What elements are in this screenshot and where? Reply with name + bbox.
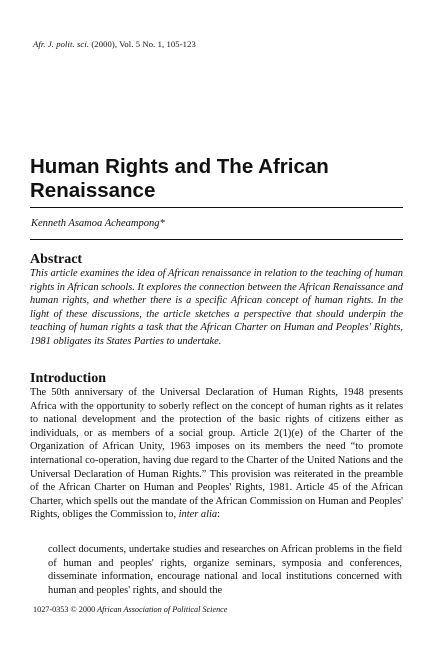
footer-copyright [33,605,227,614]
abstract-heading: Abstract [30,252,83,267]
introduction-colon: : [217,509,220,521]
block-quote: collect documents, undertake studies and researches on African problems in the field of human and peoples' rights, organize seminars, symposia and conferences, disseminate information, encourage national and local institutions concerned with human and peoples' rights, and should the [48,544,402,596]
title-rule-top [30,207,403,208]
title-rule-bottom [30,239,403,240]
introduction-italic-phrase: inter alia [178,509,218,521]
article-title: Human Rights and The African Renaissance [30,155,329,202]
author-line: Kenneth Asamoa Acheampong* [31,218,165,229]
abstract-text: This article examines the idea of African renaissance in relation to the teaching of human rights in African schools. It explores the connection between the African Renaissance and human rights, and whether there is a specific African concept of human rights. In the light of these discussions, the article sketches a perspective that should underpin the teaching of human rights a task that the African Charter on Human and Peoples' Rights, 1981 obligates its States Parties to undertake. [30,268,403,347]
introduction-text: The 50th anniversary of the Universal Declaration of Human Rights, 1948 presents Africa with the opportunity to soberly reflect on the concept of human rights as it relates to national development and the protection of the basic rights of citizens either as individuals, or as members of a social group. Article 2(1)(e) of the Charter of the Organization of African Unity, 1963 imposes on its members the need “to promote international co-operation, having due regard to the Charter of the United Nations and the Universal Declaration of Human Rights.” This provision was reiterated in the preamble of the African Charter on Human and Peoples' Rights, 1981. Article 45 of the African Charter, which spells out the mandate of the African Commission on Human and Peoples' Rights, obliges the Commission to, [30,387,403,521]
journal-header [33,39,196,49]
journal-name: Afr. J. polit. sci. [33,39,90,49]
introduction-heading: Introduction [30,371,106,386]
footer-issn: 1027-0353 © 2000 [33,605,96,614]
journal-citation: (2000), Vol. 5 No. 1, 105-123 [91,39,196,49]
introduction-paragraph [30,386,403,522]
footer-publisher: African Association of Political Science [97,605,228,614]
